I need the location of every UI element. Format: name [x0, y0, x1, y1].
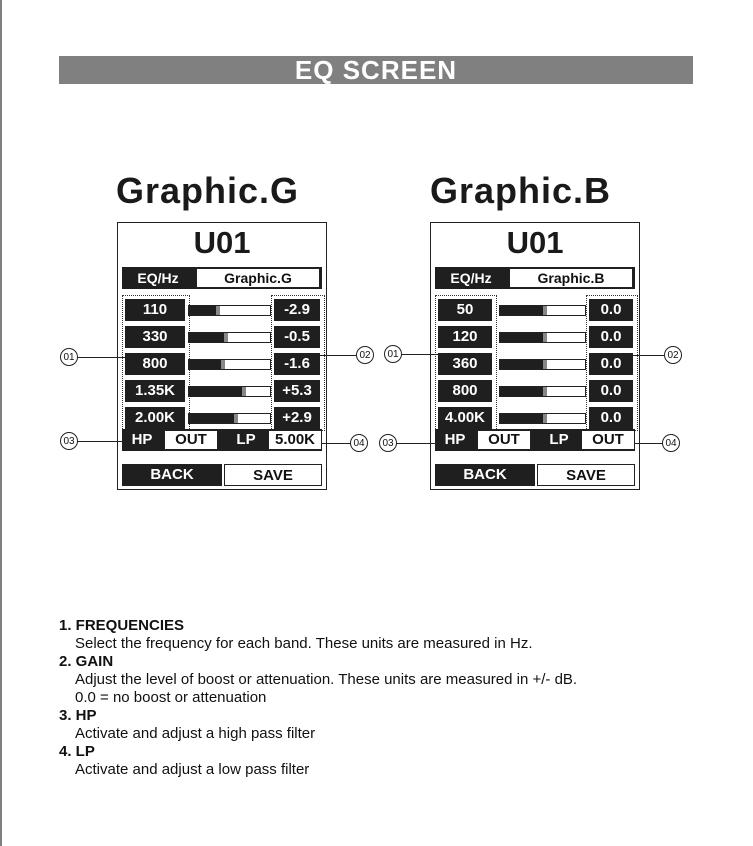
gain-level-fill: [500, 414, 543, 423]
band-5-gain-slider[interactable]: [188, 413, 271, 424]
band-3-gain-slider[interactable]: [188, 359, 271, 370]
eq-type-selector[interactable]: Graphic.G: [196, 268, 320, 288]
callout-01-right: 01: [384, 345, 402, 363]
band-1-gain[interactable]: -2.9: [274, 299, 320, 321]
band-4-frequency[interactable]: 1.35K: [125, 380, 185, 402]
page-left-rule: [0, 0, 2, 846]
gain-level-fill: [500, 387, 543, 396]
page-title: EQ SCREEN: [59, 56, 693, 84]
hp-value[interactable]: OUT: [477, 430, 531, 450]
eq-hz-label: EQ/Hz: [435, 267, 507, 289]
band-1-frequency[interactable]: 50: [438, 299, 492, 321]
callout-02-leader: [318, 355, 358, 356]
band-4-gain-slider[interactable]: [499, 386, 586, 397]
gain-level-fill: [500, 333, 543, 342]
description-body-lp: Activate and adjust a low pass filter: [75, 761, 310, 778]
description-body-gain: Adjust the level of boost or attenuation. These units are measured in +/- dB.: [75, 671, 578, 688]
description-heading-lp: 4. LP: [59, 743, 95, 760]
band-3-frequency[interactable]: 800: [125, 353, 185, 375]
eq-hz-label: EQ/Hz: [122, 267, 194, 289]
callout-03-right: 03: [379, 434, 397, 452]
callout-02-left: 02: [356, 346, 374, 364]
description-heading-hp: 3. HP: [59, 707, 97, 724]
lp-value[interactable]: OUT: [581, 430, 635, 450]
band-3-gain[interactable]: 0.0: [589, 353, 633, 375]
callout-01-leader: [77, 357, 125, 358]
band-4-gain[interactable]: +5.3: [274, 380, 320, 402]
gain-level-fill: [500, 360, 543, 369]
band-2-frequency[interactable]: 330: [125, 326, 185, 348]
band-5-frequency[interactable]: 4.00K: [438, 407, 492, 429]
callout-03-leader: [396, 443, 436, 444]
description-body-frequencies: Select the frequency for each band. These units are measured in Hz.: [75, 635, 533, 652]
band-1-gain-slider[interactable]: [188, 305, 271, 316]
band-3-gain-slider[interactable]: [499, 359, 586, 370]
lp-value[interactable]: 5.00K: [268, 430, 322, 450]
filter-row: [435, 429, 635, 451]
band-3-frequency[interactable]: 360: [438, 353, 492, 375]
callout-01-left: 01: [60, 348, 78, 366]
lp-label: LP: [539, 429, 579, 451]
save-button[interactable]: SAVE: [537, 464, 635, 486]
eq-screen-graphic-g: [117, 222, 327, 490]
gain-level-marker: [543, 387, 547, 396]
hp-label: HP: [435, 429, 475, 451]
band-2-gain[interactable]: 0.0: [589, 326, 633, 348]
band-2-gain-slider[interactable]: [188, 332, 271, 343]
gain-level-marker: [216, 306, 220, 315]
callout-01-leader: [400, 354, 438, 355]
gain-level-fill: [189, 306, 216, 315]
panel-title-graphic-g: Graphic.G: [116, 170, 300, 211]
band-4-gain-slider[interactable]: [188, 386, 271, 397]
callout-04-left: 04: [350, 434, 368, 452]
description-heading-frequencies: 1. FREQUENCIES: [59, 617, 185, 634]
gain-level-fill: [189, 414, 234, 423]
gain-level-fill: [500, 306, 543, 315]
callout-02-leader: [632, 355, 666, 356]
description-list: [59, 617, 719, 779]
gain-level-marker: [543, 306, 547, 315]
band-1-gain[interactable]: 0.0: [589, 299, 633, 321]
hp-label: HP: [122, 429, 162, 451]
eq-screen-graphic-b: [430, 222, 640, 490]
band-1-frequency[interactable]: 110: [125, 299, 185, 321]
callout-04-leader: [634, 443, 664, 444]
gain-level-marker: [221, 360, 225, 369]
description-body-gain-note: 0.0 = no boost or attenuation: [75, 689, 267, 706]
gain-level-marker: [543, 333, 547, 342]
band-3-gain[interactable]: -1.6: [274, 353, 320, 375]
gain-level-fill: [189, 333, 224, 342]
gain-level-marker: [242, 387, 246, 396]
band-1-gain-slider[interactable]: [499, 305, 586, 316]
hp-value[interactable]: OUT: [164, 430, 218, 450]
description-body-hp: Activate and adjust a high pass filter: [75, 725, 316, 742]
band-2-gain[interactable]: -0.5: [274, 326, 320, 348]
preset-number: U01: [193, 225, 251, 260]
gain-level-marker: [234, 414, 238, 423]
band-5-frequency[interactable]: 2.00K: [125, 407, 185, 429]
band-4-frequency[interactable]: 800: [438, 380, 492, 402]
eq-header: [435, 267, 635, 289]
callout-03-left: 03: [60, 432, 78, 450]
panel-title-graphic-b: Graphic.B: [430, 170, 612, 211]
callout-04-leader: [322, 443, 352, 444]
band-4-gain[interactable]: 0.0: [589, 380, 633, 402]
band-5-gain-slider[interactable]: [499, 413, 586, 424]
gain-level-fill: [189, 387, 242, 396]
band-5-gain[interactable]: +2.9: [274, 407, 320, 429]
band-5-gain[interactable]: 0.0: [589, 407, 633, 429]
gain-level-marker: [224, 333, 228, 342]
gain-level-fill: [189, 360, 221, 369]
eq-header: [122, 267, 322, 289]
callout-02-right: 02: [664, 346, 682, 364]
callout-03-leader: [77, 441, 123, 442]
back-button[interactable]: BACK: [435, 464, 535, 486]
band-2-frequency[interactable]: 120: [438, 326, 492, 348]
filter-row: [122, 429, 322, 451]
band-2-gain-slider[interactable]: [499, 332, 586, 343]
gain-level-marker: [543, 414, 547, 423]
preset-number: U01: [506, 225, 564, 260]
back-button[interactable]: BACK: [122, 464, 222, 486]
lp-label: LP: [226, 429, 266, 451]
save-button[interactable]: SAVE: [224, 464, 322, 486]
description-heading-gain: 2. GAIN: [59, 653, 114, 670]
gain-level-marker: [543, 360, 547, 369]
callout-04-right: 04: [662, 434, 680, 452]
eq-type-selector[interactable]: Graphic.B: [509, 268, 633, 288]
